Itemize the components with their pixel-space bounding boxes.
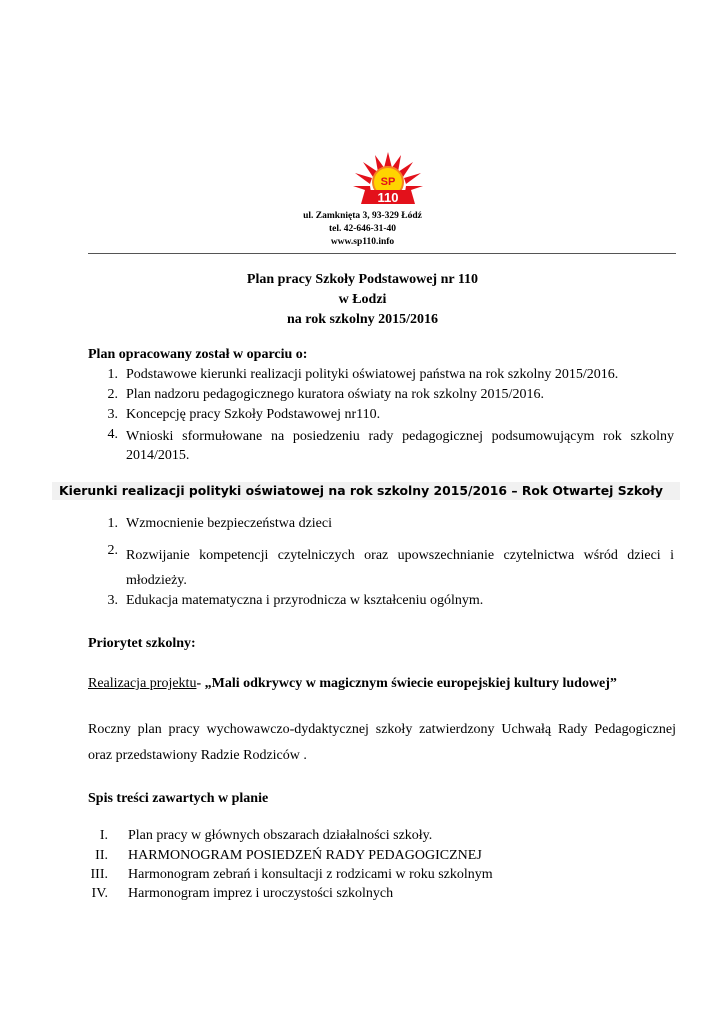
list-item-number: III. xyxy=(90,867,108,882)
basis-heading: Plan opracowany został w oparciu o: xyxy=(88,347,308,362)
list-item-number: 2. xyxy=(107,387,118,402)
list-item-number: 1. xyxy=(107,367,118,382)
list-item-text: Plan pracy w głównych obszarach działalności szkoły. xyxy=(128,828,433,843)
header-address: ul. Zamknięta 3, 93-329 Łódź xyxy=(303,211,422,221)
list-item-text: Podstawowe kierunki realizacji polityki oświatowej państwa na rok szkolny 2015/2016. xyxy=(126,367,619,382)
directions-heading: Kierunki realizacji polityki oświatowej na rok szkolny 2015/2016 – Rok Otwartej Szkoły xyxy=(52,482,680,500)
list-item-text: Edukacja matematyczna i przyrodnicza w kształceniu ogólnym. xyxy=(126,593,484,608)
list-item xyxy=(88,543,676,593)
list-item xyxy=(88,848,676,868)
list-item-text: Plan nadzoru pedagogicznego kuratora oświaty na rok szkolny 2015/2016. xyxy=(126,387,544,402)
list-item-text: HARMONOGRAM POSIEDZEŃ RADY PEDAGOGICZNEJ xyxy=(128,848,482,863)
list-item-number: IV. xyxy=(91,886,108,901)
annual-plan-paragraph: Roczny plan pracy wychowawczo-dydaktycznej szkoły zatwierdzony Uchwałą Rady Pedagogicznej oraz przedstawiony Radzie Rodziców . xyxy=(88,722,676,763)
list-item xyxy=(88,367,676,387)
list-item-number: I. xyxy=(99,828,108,843)
list-item-number: 4. xyxy=(107,427,118,442)
list-item xyxy=(88,867,676,887)
list-item-number: 1. xyxy=(107,516,118,531)
list-item-number: 3. xyxy=(107,593,118,608)
header-phone: tel. 42-646-31-40 xyxy=(328,224,396,234)
list-item-number: 2. xyxy=(107,543,118,558)
list-item xyxy=(88,886,676,906)
project-label: Realizacja projektu xyxy=(88,676,197,691)
list-item-text: Wzmocnienie bezpieczeństwa dzieci xyxy=(126,516,332,531)
list-item xyxy=(88,828,676,848)
list-item-number: II. xyxy=(95,848,108,863)
school-logo xyxy=(345,150,431,212)
logo-110-text: 110 xyxy=(377,190,399,205)
document-title-line2: w Łodzi xyxy=(338,292,387,307)
list-item-text: Wnioski sformułowane na posiedzeniu rady pedagogicznej podsumowującym rok szkolny 2014/2015. xyxy=(126,429,674,463)
list-item-text: Rozwijanie kompetencji czytelniczych oraz upowszechnianie czytelnictwa wśród dzieci i młodzieży. xyxy=(126,548,674,588)
list-item-number: 3. xyxy=(107,407,118,422)
list-item xyxy=(88,387,676,407)
list-item-text: Harmonogram imprez i uroczystości szkolnych xyxy=(128,886,394,901)
header-divider xyxy=(88,253,676,254)
list-item xyxy=(88,427,676,467)
contents-heading: Spis treści zawartych w planie xyxy=(88,791,269,806)
document-title-line3: na rok szkolny 2015/2016 xyxy=(286,312,439,327)
document-title-line1: Plan pracy Szkoły Podstawowej nr 110 xyxy=(246,272,479,287)
priority-heading: Priorytet szkolny: xyxy=(88,636,196,651)
logo-sp-text: SP xyxy=(380,176,396,188)
list-item xyxy=(88,593,676,615)
header-website: www.sp110.info xyxy=(330,237,395,247)
list-item xyxy=(88,516,676,538)
list-item-text: Koncepcję pracy Szkoły Podstawowej nr110. xyxy=(126,407,381,422)
list-item xyxy=(88,407,676,427)
project-title: - „Mali odkrywcy w magicznym świecie europejskiej kultury ludowej” xyxy=(196,676,617,691)
project-line xyxy=(88,676,617,692)
list-item-text: Harmonogram zebrań i konsultacji z rodzicami w roku szkolnym xyxy=(128,867,493,882)
